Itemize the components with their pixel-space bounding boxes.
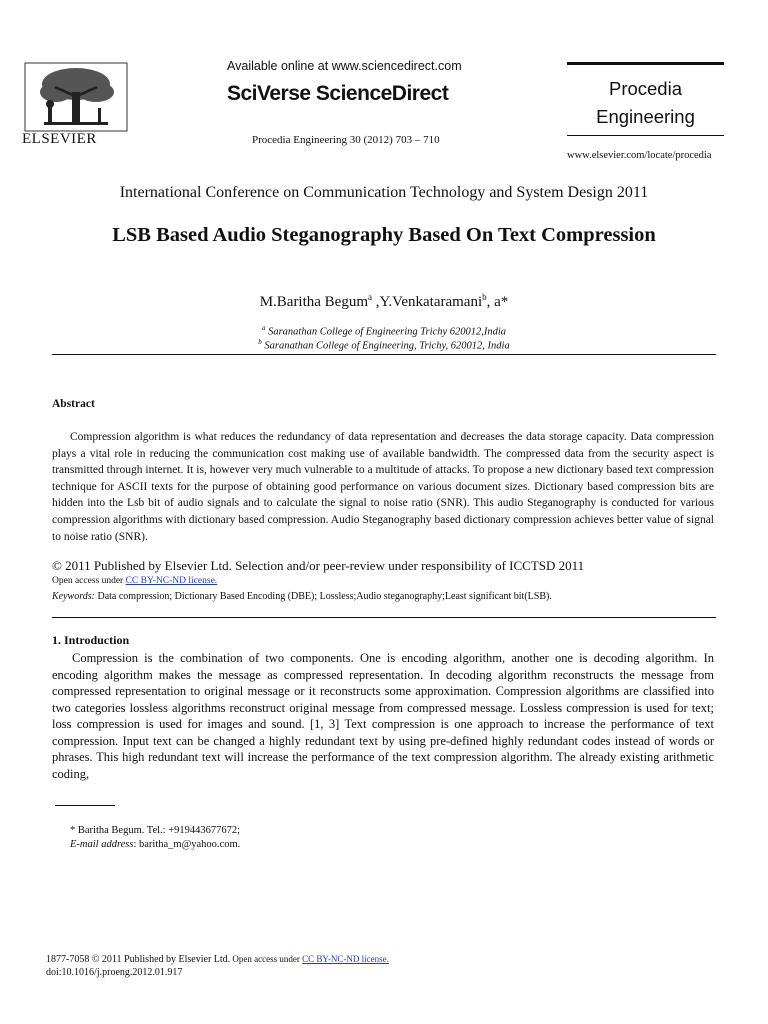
affiliation-b [0,338,768,352]
keywords-line [52,591,552,602]
sciencedirect-brand: SciVerse ScienceDirect [227,82,449,105]
keywords-list: Data compression; Dictionary Based Encoding (DBE); Lossless;Audio steganography;Least significant bit(LSB). [94,591,552,602]
footer-issn: 1877-7058 © 2011 Published by Elsevier Ltd. [46,954,231,965]
author-list [0,292,768,311]
open-access-line [52,576,217,586]
author-tail: , a* [486,294,509,310]
author-separator: , [372,294,380,310]
divider-bottom [52,617,716,618]
footnote-email [70,839,240,850]
author-1-affil-mark: a [368,292,373,302]
footer-doi: doi:10.1016/j.proeng.2012.01.917 [46,967,183,978]
footnote-rule [55,805,115,806]
keywords-label: Keywords: [52,591,95,602]
divider-top [52,354,716,355]
author-2-affil-mark: b [482,292,487,302]
affiliation-a [0,324,768,338]
journal-name-box [567,62,724,136]
journal-url: www.elsevier.com/locate/procedia [567,150,712,161]
footnote-contact: * Baritha Begum. Tel.: +919443677672; [70,825,241,836]
author-2: Y.Venkataramani [379,294,483,310]
abstract-heading: Abstract [52,398,95,410]
footer-license-link[interactable]: CC BY-NC-ND license. [302,954,389,964]
available-online-text: Available online at www.sciencedirect.com [227,59,462,73]
email-label: E-mail address [70,839,134,850]
journal-citation: Procedia Engineering 30 (2012) 703 – 710 [252,134,440,146]
affiliation-a-text: Saranathan College of Engineering Trichy 620012,India [265,326,507,338]
affiliation-b-mark: b [258,338,262,346]
intro-body: Compression is the combination of two components. One is encoding algorithm, another one is decoding algorithm. In encoding algorithm makes the message as compressed representation. In decoding algorithm reconstructs the message from compressed representation to original message or it reconstructs some approximation. Compression algorithms are classified into two categories lossless algorithms reconstruct original message from compressed message. Lossless compression is used for text; loss compression is used for images and sound. [1, 3] Text compression is one approach to increase the performance of text compression. Input text can be changed a highly redundant text by using pre-defined highly redundant codes instead of words or phrases. This high redundant text will increase the performance of the text compression algorithm. The already existing arithmetic coding, [52,651,714,781]
intro-heading: 1. Introduction [52,633,130,647]
journal-box-bottom-rule [567,135,724,136]
footer-issn-line [46,954,389,965]
publisher-wordmark: ELSEVIER [22,131,97,147]
author-1: M.Baritha Begum [259,294,369,310]
license-link[interactable]: CC BY-NC-ND license. [125,576,218,586]
email-address: : baritha_m@yahoo.com. [133,839,241,850]
footer-open-access-prefix: Open access under [230,954,303,964]
paper-title: LSB Based Audio Steganography Based On Text Compression [112,224,656,246]
copyright-line: © 2011 Published by Elsevier Ltd. Selection and/or peer-review under responsibility of ICCTSD 2011 [52,558,585,573]
affiliation-b-text: Saranathan College of Engineering, Trichy, 620012, India [261,340,510,352]
affiliation-a-mark: a [261,324,266,332]
abstract-body: Compression algorithm is what reduces the redundancy of data representation and decreases the data storage capacity. Data compression plays a vital role in reducing the communication cost making use of available bandwidth. The compressed data from the security aspect is transmitted through internet. It is, however very much vulnerable to a multitude of attacks. To propose a new dictionary based text compression technique for ASCII texts for the purpose of obtaining good performance on various document sizes. Dictionary based compression bits are hidden into the Lsb bit of audio signals and to calculate the signal to noise ratio (SNR). This audio Steganography is conducted for various compression algorithms with dictionary based compression. Audio Steganography based dictionary compression achieves better value of signal to noise ratio (SNR). [52,431,714,543]
journal-name-line1: Procedia [608,78,682,99]
conference-name: International Conference on Communication Technology and System Design 2011 [119,184,649,201]
open-access-prefix: Open access under [52,576,126,586]
journal-name [567,65,724,135]
journal-name-line2: Engineering [596,106,695,127]
